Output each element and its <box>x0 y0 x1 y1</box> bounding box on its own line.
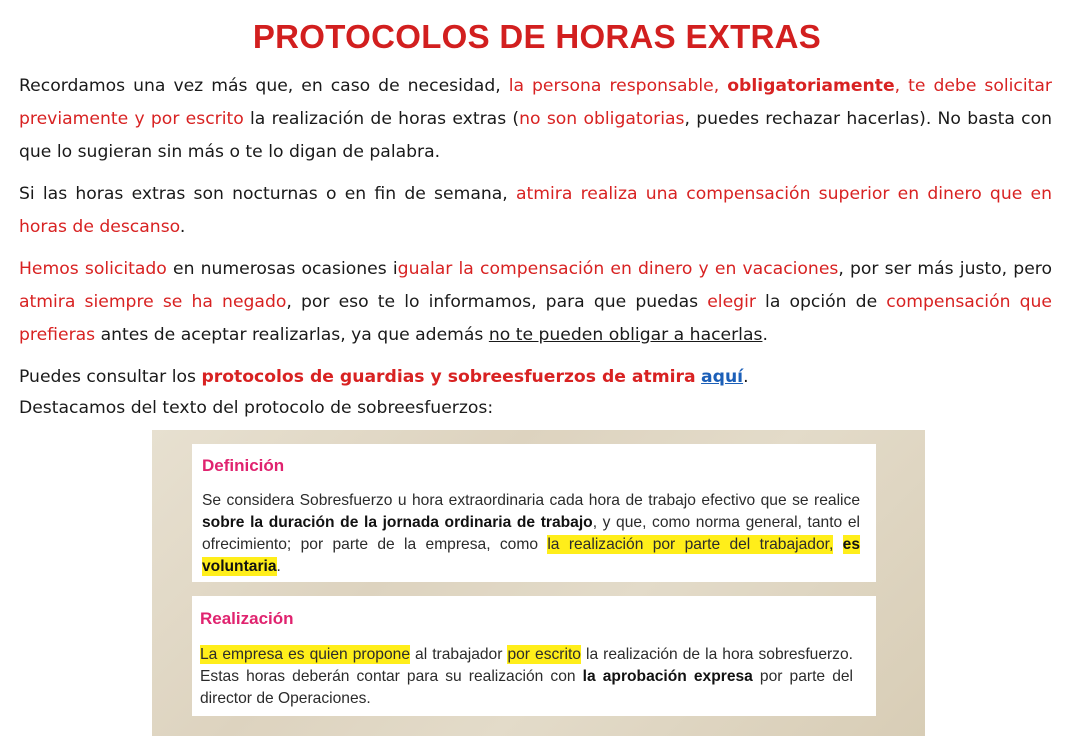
bold-red-text: protocolos de guardias y sobreesfuerzos de atmira <box>201 367 696 387</box>
text: la realización de horas extras ( <box>243 109 520 129</box>
red-text: gualar la compensación en dinero y en vacaciones <box>397 259 839 279</box>
text: . <box>762 325 768 345</box>
highlighted-bold-text: es voluntaria <box>202 536 860 575</box>
paragraph-night-weekend <box>19 178 1052 244</box>
realization-card <box>192 596 876 716</box>
red-text: , te debe solicitar previamente y por escrito <box>19 76 1052 129</box>
text: , por ser más justo, pero <box>838 259 1052 279</box>
text: la opción de <box>755 292 887 312</box>
text: en numerosas ocasiones i <box>166 259 398 279</box>
text: Se considera Sobresfuerzo u hora extraordinaria cada hora de trabajo efectivo que se realice <box>202 492 860 509</box>
red-text: compensación que prefieras <box>19 292 1052 345</box>
protocol-link[interactable]: aquí <box>701 367 744 387</box>
text: la realización de la hora sobresfuerzo. Estas horas deberán contar para su realización con <box>200 646 853 685</box>
definition-heading: Definición <box>202 456 285 475</box>
text: Recordamos una vez más que, en caso de necesidad, <box>19 76 509 96</box>
text: . <box>276 558 281 575</box>
realization-text <box>200 644 853 710</box>
underlined-text: no te pueden obligar a hacerlas <box>488 325 763 345</box>
definition-card <box>192 444 876 582</box>
red-text: Hemos solicitado <box>19 259 167 279</box>
highlighted-text: la realización por parte del trabajador, <box>547 536 834 553</box>
text: , por eso te lo informamos, para que puedas <box>286 292 708 312</box>
red-text: no son obligatorias <box>519 109 685 129</box>
text: Puedes consultar los <box>19 367 202 387</box>
bold-text: la aprobación expresa <box>582 668 753 685</box>
realization-heading: Realización <box>200 609 294 628</box>
text: Si las horas extras son nocturnas o en fin de semana, <box>19 184 516 204</box>
text: Destacamos del texto del protocolo de sobreesfuerzos: <box>19 398 494 418</box>
red-text: atmira realiza una compensación superior en dinero que en horas de descanso <box>19 184 1053 237</box>
bold-text: sobre la duración de la jornada ordinaria de trabajo <box>202 514 593 531</box>
page-title: PROTOCOLOS DE HORAS EXTRAS <box>252 18 822 55</box>
protocol-excerpt-image <box>152 430 925 736</box>
red-text: elegir <box>707 292 756 312</box>
paragraph-protocol-link <box>19 362 1052 424</box>
text: . <box>179 217 186 237</box>
red-text: atmira siempre se ha negado <box>19 292 287 312</box>
red-text: la persona responsable, <box>508 76 728 96</box>
text: . <box>743 367 749 387</box>
text: , y que, como norma general, tanto el ofrecimiento; por parte de la empresa, como <box>202 514 860 553</box>
bold-red-text: obligatoriamente <box>727 76 895 96</box>
text: por parte del director de Operaciones. <box>200 668 853 707</box>
paragraph-compensation <box>19 253 1052 352</box>
highlighted-text: por escrito <box>507 646 581 663</box>
paragraph-responsible-request <box>19 70 1052 169</box>
definition-text <box>202 490 860 578</box>
text: antes de aceptar realizarlas, ya que además <box>95 325 489 345</box>
text: , puedes rechazar hacerlas). No basta con que lo sugieran sin más o te lo digan de palabra. <box>19 109 1053 162</box>
highlighted-text: La empresa es quien propone <box>200 646 410 663</box>
text: al trabajador <box>410 646 508 663</box>
